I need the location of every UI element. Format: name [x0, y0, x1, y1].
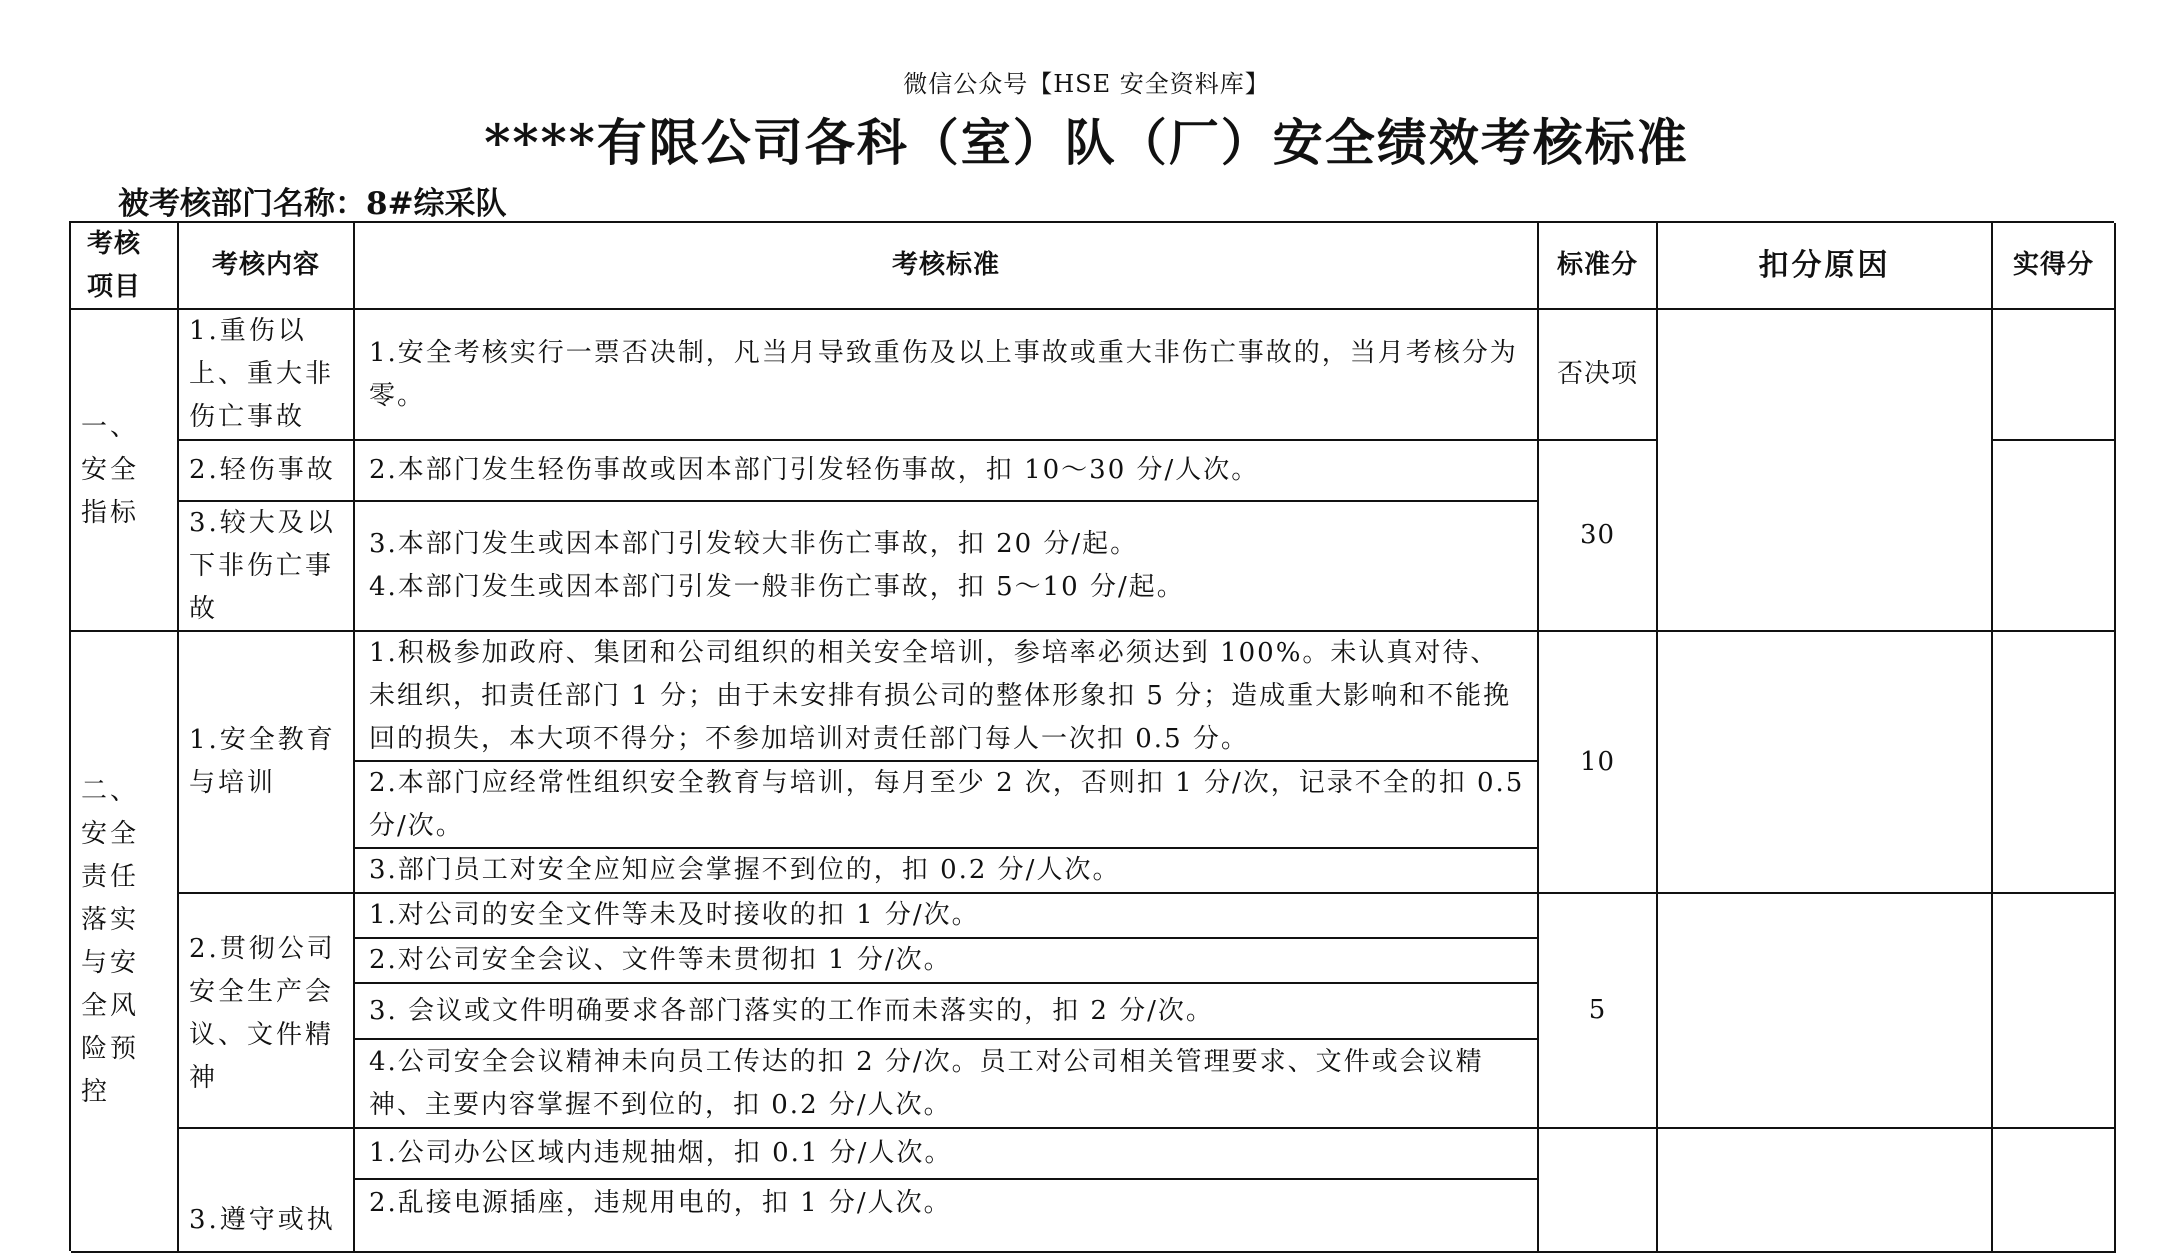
score-veto: 否决项 — [1539, 310, 1658, 441]
header-reason: 扣分原因 — [1658, 223, 1993, 310]
category-responsibility-risk: 二、安全责任落实与安全风险预控 — [71, 632, 179, 1253]
content-comply: 3.遵守或执 — [179, 1129, 355, 1253]
standard-receive-documents: 1.对公司的安全文件等未及时接收的扣 1 分/次。 — [355, 894, 1539, 939]
watermark-text: 微信公众号【HSE 安全资料库】 — [903, 70, 1270, 98]
department-label: 被考核部门名称：8#综采队 — [118, 186, 507, 222]
standard-regular-training: 2.本部门应经常性组织安全教育与培训，每月至少 2 次，否则扣 1 分/次，记录不全的扣 0.5 分/次。 — [355, 762, 1539, 849]
reason-cell-meetings[interactable] — [1658, 894, 1993, 1129]
standard-major-non-casualty: 3.本部门发生或因本部门引发较大非伤亡事故，扣 20 分/起。 — [369, 529, 1139, 559]
score-section1: 30 — [1539, 441, 1658, 632]
header-score: 标准分 — [1539, 223, 1658, 310]
content-implement-meetings: 2.贯彻公司安全生产会议、文件精神 — [179, 894, 355, 1129]
actual-cell-section1[interactable] — [1993, 441, 2116, 632]
reason-cell-training[interactable] — [1658, 632, 1993, 894]
standard-minor-injury: 2.本部门发生轻伤事故或因本部门引发轻伤事故，扣 10～30 分/人次。 — [355, 441, 1539, 502]
header-actual: 实得分 — [1993, 223, 2116, 310]
content-serious-injury: 1.重伤以上、重大非伤亡事故 — [179, 310, 355, 441]
score-training: 10 — [1539, 632, 1658, 894]
standard-general-non-casualty: 4.本部门发生或因本部门引发一般非伤亡事故，扣 5～10 分/起。 — [369, 572, 1185, 602]
content-safety-training: 1.安全教育与培训 — [179, 632, 355, 894]
content-minor-injury: 2.轻伤事故 — [179, 441, 355, 502]
standard-non-casualty — [355, 502, 1539, 632]
assessment-table — [69, 221, 2114, 1251]
standard-communicate-meetings: 4.公司安全会议精神未向员工传达的扣 2 分/次。员工对公司相关管理要求、文件或会议精神、主要内容掌握不到位的，扣 0.2 分/人次。 — [355, 1040, 1539, 1129]
actual-cell-training[interactable] — [1993, 632, 2116, 894]
header-content: 考核内容 — [179, 223, 355, 310]
header-standard: 考核标准 — [355, 223, 1539, 310]
reason-cell-section1[interactable] — [1658, 310, 1993, 632]
standard-knowledge: 3.部门员工对安全应知应会掌握不到位的，扣 0.2 分/人次。 — [355, 849, 1539, 894]
standard-unfulfilled-tasks: 3. 会议或文件明确要求各部门落实的工作而未落实的，扣 2 分/次。 — [355, 984, 1539, 1040]
category-safety-indicators: 一、安全指标 — [71, 310, 179, 632]
header-item: 考核项目 — [71, 223, 179, 310]
reason-cell-comply[interactable] — [1658, 1129, 1993, 1253]
standard-training-participation: 1.积极参加政府、集团和公司组织的相关安全培训，参培率必须达到 100%。未认真对待、未组织，扣责任部门 1 分；由于未安排有损公司的整体形象扣 5 分；造成重大影响和不能挽回的损失，本大项不得分；不参加培训对责任部门每人一次扣 0.5 分。 — [355, 632, 1539, 762]
actual-cell-comply[interactable] — [1993, 1129, 2116, 1253]
score-meetings: 5 — [1539, 894, 1658, 1129]
actual-cell-veto[interactable] — [1993, 310, 2116, 441]
content-non-casualty: 3.较大及以下非伤亡事故 — [179, 502, 355, 632]
actual-cell-meetings[interactable] — [1993, 894, 2116, 1129]
standard-electricity: 2.乱接电源插座，违规用电的，扣 1 分/人次。 — [355, 1180, 1539, 1253]
standard-veto: 1.安全考核实行一票否决制，凡当月导致重伤及以上事故或重大非伤亡事故的，当月考核分为零。 — [355, 310, 1539, 441]
page-title: ****有限公司各科（室）队（厂）安全绩效考核标准 — [484, 113, 1689, 172]
standard-no-smoking: 1.公司办公区域内违规抽烟，扣 0.1 分/人次。 — [355, 1129, 1539, 1180]
score-comply — [1539, 1129, 1658, 1253]
standard-implement-meetings: 2.对公司安全会议、文件等未贯彻扣 1 分/次。 — [355, 939, 1539, 984]
